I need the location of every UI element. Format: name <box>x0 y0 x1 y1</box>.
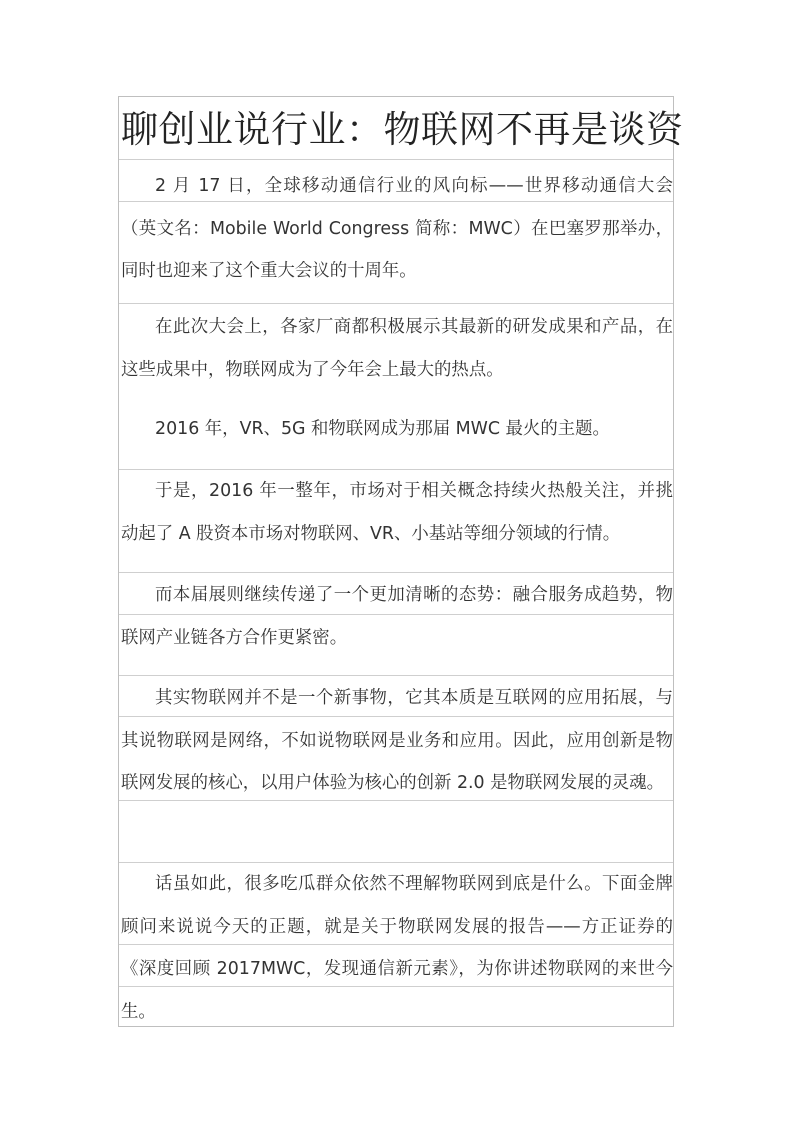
paragraph-iot-hotspot: 在此次大会上，各家厂商都积极展示其最新的研发成果和产品，在这些成果中，物联网成为了今年会上最大的热点。 <box>121 317 673 380</box>
row-divider <box>119 675 673 676</box>
paragraph-integration-trend: 而本届展则继续传递了一个更加清晰的态势：融合服务成趋势，物联网产业链各方合作更紧密。 <box>121 585 673 648</box>
row-divider <box>119 303 673 304</box>
document-page <box>118 96 684 1027</box>
paragraph-iot-essence: 其实物联网并不是一个新事物，它其本质是互联网的应用拓展，与其说物联网是网络，不如说物联网是业务和应用。因此，应用创新是物联网发展的核心，以用户体验为核心的创新 2.0 是物联网发展的灵魂。 <box>121 688 673 793</box>
page-title: 聊创业说行业：物联网不再是谈资 <box>121 108 684 151</box>
paragraph-2016-themes: 2016 年，VR、5G 和物联网成为那届 MWC 最火的主题。 <box>155 419 610 439</box>
paragraph-report-intro: 话虽如此，很多吃瓜群众依然不理解物联网到底是什么。下面金牌顾问来说说今天的正题，就是关于物联网发展的报告——方正证券的 《深度回顾 2017MWC，发现通信新元素》，为你讲述物联网的来世今生。 <box>121 874 673 1022</box>
paragraph-market-trend: 于是，2016 年一整年，市场对于相关概念持续火热般关注，并挑动起了 A 股资本市场对物联网、VR、小基站等细分领域的行情。 <box>121 481 673 544</box>
row-divider <box>119 572 673 573</box>
paragraph-mwc-intro: 2 月 17 日，全球移动通信行业的风向标——世界移动通信大会（英文名：Mobile World Congress 简称：MWC）在巴塞罗那举办，同时也迎来了这个重大会议的十周年。 <box>121 176 673 281</box>
row-divider <box>119 159 673 160</box>
